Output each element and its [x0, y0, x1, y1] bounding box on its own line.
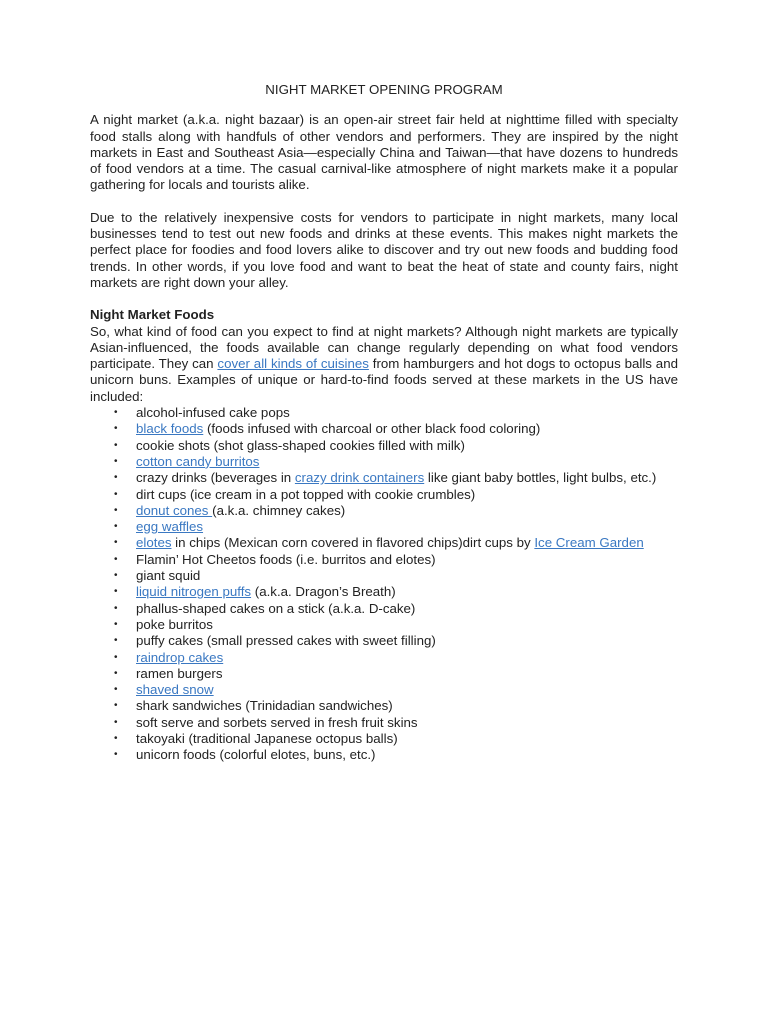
food-text: cookie shots (shot glass-shaped cookies filled with milk) — [136, 437, 465, 453]
list-item — [90, 682, 678, 698]
foods-list — [90, 405, 678, 764]
food-text: Flamin’ Hot Cheetos foods (i.e. burritos and elotes) — [136, 551, 436, 567]
food-text: unicorn foods (colorful elotes, buns, etc.) — [136, 747, 376, 763]
document-page — [90, 82, 678, 764]
list-item — [90, 552, 678, 568]
bullet-icon: • — [114, 455, 118, 467]
food-link[interactable]: crazy drink containers — [294, 470, 425, 486]
food-text: shark sandwiches (Trinidadian sandwiches) — [136, 698, 393, 714]
list-item — [90, 503, 678, 519]
list-item — [90, 454, 678, 470]
list-item — [90, 633, 678, 649]
list-item — [90, 470, 678, 486]
list-item — [90, 568, 678, 584]
section-intro-paragraph — [90, 324, 678, 405]
food-link[interactable]: liquid nitrogen puffs — [136, 584, 252, 600]
food-text: (a.k.a. chimney cakes) — [212, 502, 346, 518]
bullet-icon: • — [114, 439, 118, 451]
bullet-icon: • — [114, 423, 118, 435]
list-item — [90, 666, 678, 682]
food-text: puffy cakes (small pressed cakes with sweet filling) — [136, 633, 436, 649]
list-item — [90, 698, 678, 714]
food-text: (foods infused with charcoal or other black food coloring) — [203, 421, 541, 437]
list-item — [90, 421, 678, 437]
list-item — [90, 601, 678, 617]
intro-paragraph: A night market (a.k.a. night bazaar) is an open-air street fair held at nighttime filled with specialty food stalls along with handfuls of other vendors and performers. They are inspired by the night markets in East and Southeast Asia—especially China and Taiwan—that have dozens to hundreds of food vendors at a time. The casual carnival-like atmosphere of night markets make it a popular gathering for locals and tourists alike. — [90, 112, 678, 193]
list-item — [90, 650, 678, 666]
list-item — [90, 405, 678, 421]
bullet-icon: • — [114, 635, 118, 647]
bullet-icon: • — [114, 521, 118, 533]
bullet-icon: • — [114, 488, 118, 500]
food-text: dirt cups (ice cream in a pot topped with cookie crumbles) — [136, 486, 476, 502]
bullet-icon: • — [114, 651, 118, 663]
food-text: in chips (Mexican corn covered in flavored chips)dirt cups by — [171, 535, 535, 551]
list-item — [90, 747, 678, 763]
section-intro-text-after: from hamburgers and hot dogs to octopus balls and unicorn buns. Examples of unique or hard-to-find foods served at these markets in the US have included: — [90, 356, 678, 404]
list-item — [90, 617, 678, 633]
bullet-icon: • — [114, 553, 118, 565]
bullet-icon: • — [114, 700, 118, 712]
section-heading: Night Market Foods — [90, 307, 215, 323]
list-item — [90, 535, 678, 551]
list-item — [90, 519, 678, 535]
bullet-icon: • — [114, 570, 118, 582]
food-text: poke burritos — [136, 616, 213, 632]
list-item — [90, 731, 678, 747]
list-item — [90, 487, 678, 503]
bullet-icon: • — [114, 407, 118, 419]
bullet-icon: • — [114, 667, 118, 679]
food-text: (a.k.a. Dragon’s Breath) — [251, 584, 396, 600]
cuisines-link[interactable]: cover all kinds of cuisines — [217, 356, 369, 372]
food-text: alcohol-infused cake pops — [136, 405, 290, 421]
food-link[interactable]: donut cones — [136, 502, 213, 518]
bullet-icon: • — [114, 684, 118, 696]
food-text: giant squid — [136, 568, 201, 584]
food-link[interactable]: shaved snow — [136, 682, 214, 698]
list-item — [90, 584, 678, 600]
bullet-icon: • — [114, 602, 118, 614]
second-paragraph: Due to the relatively inexpensive costs for vendors to participate in night markets, many local businesses tend to test out new foods and drinks at these events. This makes night markets the perfect place for foodies and food lovers alike to discover and try out new foods and budding food trends. In other words, if you love food and want to beat the heat of state and county fairs, night markets are right down your alley. — [90, 209, 678, 290]
food-text: phallus-shaped cakes on a stick (a.k.a. D-cake) — [136, 600, 416, 616]
section-intro-text-before: So, what kind of food can you expect to find at night markets? Although night markets are typically Asian-influenced, the foods available can change regularly depending on what food vendors participate. They can — [90, 323, 678, 372]
food-link[interactable]: Ice Cream Garden — [534, 535, 644, 551]
list-item — [90, 715, 678, 731]
food-link[interactable]: black foods — [136, 421, 204, 437]
food-link[interactable]: egg waffles — [136, 519, 204, 535]
food-text: like giant baby bottles, light bulbs, etc.) — [424, 470, 657, 486]
bullet-icon: • — [114, 472, 118, 484]
bullet-icon: • — [114, 537, 118, 549]
bullet-icon: • — [114, 504, 118, 516]
bullet-icon: • — [114, 749, 118, 761]
food-link[interactable]: elotes — [136, 535, 172, 551]
food-text: takoyaki (traditional Japanese octopus balls) — [136, 730, 398, 746]
food-link[interactable]: raindrop cakes — [136, 649, 224, 665]
food-text: crazy drinks (beverages in — [136, 470, 295, 486]
list-item — [90, 438, 678, 454]
food-link[interactable]: cotton candy burritos — [136, 453, 260, 469]
bullet-icon: • — [114, 586, 118, 598]
food-text: soft serve and sorbets served in fresh fruit skins — [136, 714, 418, 730]
bullet-icon: • — [114, 716, 118, 728]
bullet-icon: • — [114, 618, 118, 630]
bullet-icon: • — [114, 732, 118, 744]
document-title: NIGHT MARKET OPENING PROGRAM — [265, 82, 503, 97]
food-text: ramen burgers — [136, 665, 223, 681]
